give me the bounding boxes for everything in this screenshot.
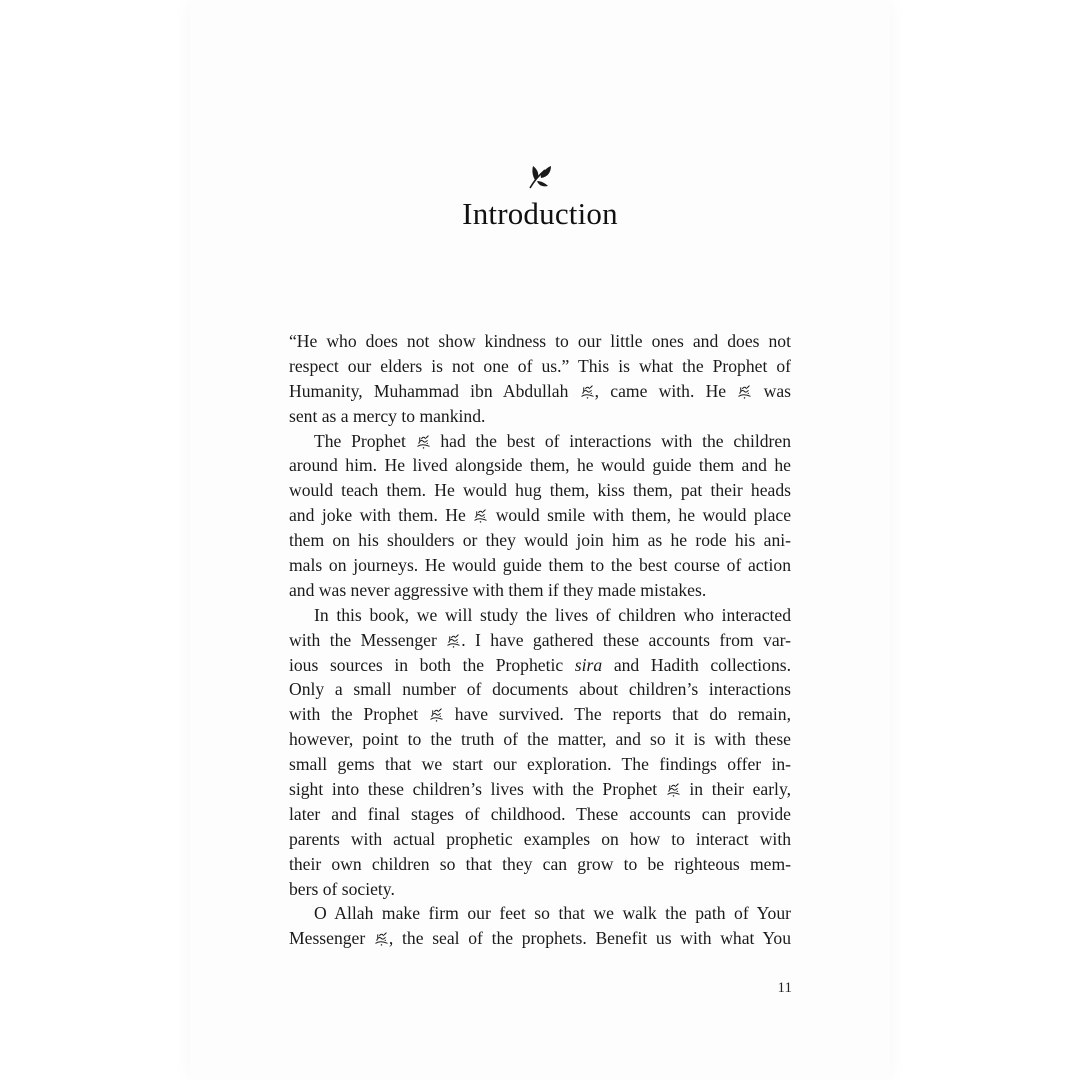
salawat-calligraphy-icon — [374, 931, 389, 946]
text-line: bers of society. — [289, 878, 395, 899]
text-line: respect our elders is not one of us.” This is what the Prophet of — [289, 355, 791, 376]
text-line: would teach them. He would hug them, kiss them, pat their heads — [289, 480, 791, 501]
text-line: O Allah make firm our feet so that we walk the path of Your — [314, 903, 791, 924]
text-line: them on his shoulders or they would join him as he rode his ani- — [289, 530, 791, 551]
text-line: and joke with them. He would smile with them, he would place — [289, 505, 791, 526]
text-line: Only a small number of documents about children’s interactions — [289, 679, 791, 700]
chapter-title: Introduction — [462, 196, 618, 231]
leaf-branch-icon — [526, 164, 552, 190]
salawat-calligraphy-icon — [666, 782, 681, 797]
text-line: The Prophet had the best of interactions with the children — [314, 430, 791, 451]
text-line: around him. He lived alongside them, he would guide them and he — [289, 455, 791, 476]
salawat-calligraphy-icon — [737, 384, 752, 399]
text-line: ious sources in both the Prophetic sira and Hadith collections. — [289, 654, 791, 675]
text-line: Humanity, Muhammad ibn Abdullah , came with. He was — [289, 380, 792, 401]
salawat-calligraphy-icon — [473, 508, 488, 523]
salawat-calligraphy-icon — [446, 633, 461, 648]
italic-term: sira — [574, 654, 603, 675]
text-line: however, point to the truth of the matter, and so it is with these — [289, 729, 791, 750]
text-line: mals on journeys. He would guide them to the best course of action — [289, 555, 791, 576]
body-text — [289, 329, 791, 951]
text-line: their own children so that they can grow to be righteous mem- — [289, 853, 791, 874]
text-line: Messenger , the seal of the prophets. Benefit us with what You — [289, 928, 791, 949]
text-line: In this book, we will study the lives of children who interacted — [314, 604, 791, 625]
text-line: with the Prophet have survived. The reports that do remain, — [289, 704, 792, 725]
salawat-calligraphy-icon — [429, 707, 444, 722]
text-line: and was never aggressive with them if they made mistakes. — [289, 579, 707, 600]
page-number: 11 — [777, 980, 792, 996]
salawat-calligraphy-icon — [580, 384, 595, 399]
text-line: “He who does not show kindness to our little ones and does not — [289, 331, 791, 351]
text-line: parents with actual prophetic examples on how to interact with — [289, 828, 791, 849]
text-line: with the Messenger . I have gathered these accounts from var- — [289, 629, 791, 650]
text-line: small gems that we start our exploration. The findings offer in- — [289, 754, 791, 775]
text-line: sent as a mercy to mankind. — [289, 405, 486, 426]
text-line: sight into these children’s lives with the Prophet in their early, — [289, 779, 791, 800]
salawat-calligraphy-icon — [416, 434, 431, 449]
text-line: later and final stages of childhood. These accounts can provide — [289, 803, 791, 824]
